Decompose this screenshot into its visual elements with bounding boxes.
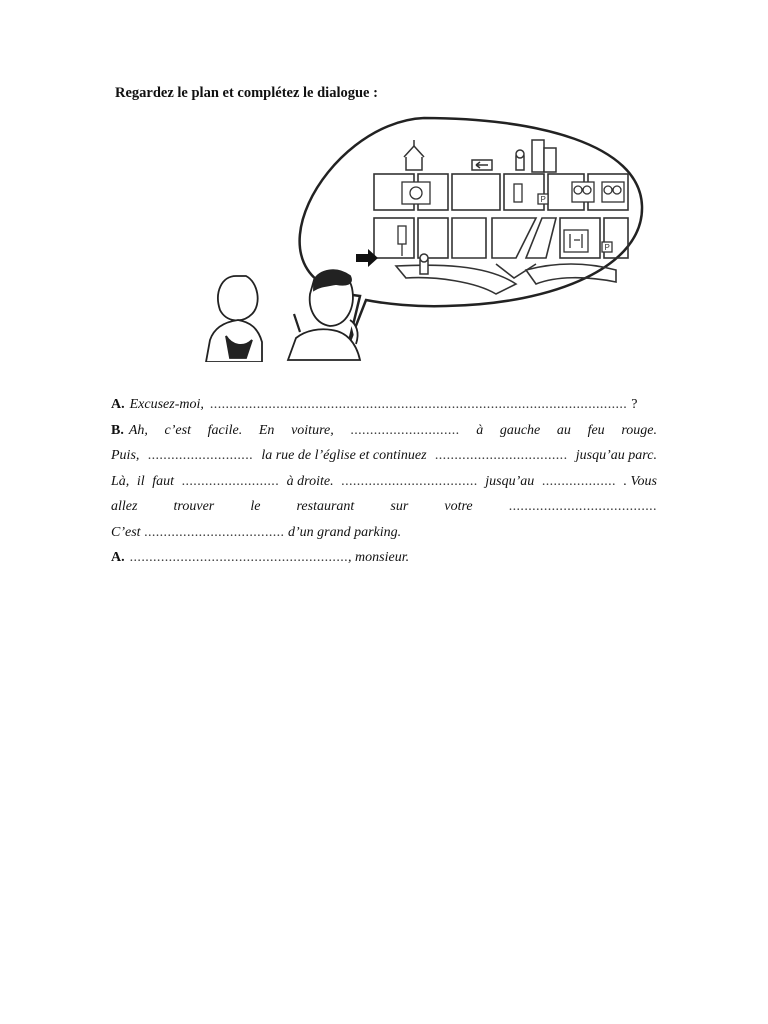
dialogue-word: Là, [111, 473, 130, 489]
speaker-b: B. [111, 422, 124, 438]
dialogue-line-4 [111, 469, 657, 495]
speaker-a: A. [111, 550, 125, 565]
question-mark: ? [631, 397, 638, 412]
dialogue-word: Ah, [128, 422, 148, 438]
soccer-field-icon [402, 182, 430, 204]
dialogue-line-2 [111, 418, 657, 444]
dialogue-word: à [476, 422, 484, 438]
dialogue-word: feu [587, 422, 605, 438]
dialogue-word: sur [390, 499, 409, 514]
dialogue-text: Puis, [111, 448, 140, 463]
dialogue-text: C’est [111, 524, 141, 540]
svg-text:P: P [540, 195, 546, 204]
dialogue-word: rouge. [621, 422, 657, 438]
answer-blank[interactable]: .................................. [434, 448, 568, 463]
svg-text:P: P [604, 243, 610, 252]
dialogue-word: voiture, [291, 422, 334, 438]
dialogue-word: il [136, 473, 145, 489]
dialogue-line-6 [111, 520, 657, 546]
dialogue-word: restaurant [296, 499, 355, 514]
answer-blank[interactable]: ......................... [181, 473, 280, 489]
map-illustration [196, 114, 652, 362]
dialogue-word: En [258, 422, 275, 438]
dialogue-word: allez [111, 499, 138, 514]
answer-blank[interactable]: ........................................................................................................... [209, 397, 628, 412]
restaurant-icon [564, 230, 588, 252]
arrow-sign-icon [472, 160, 492, 170]
speech-bubble [300, 118, 642, 346]
woman-figure [206, 276, 262, 362]
answer-blank[interactable]: ................................... [341, 473, 478, 489]
dialogue-line-5 [111, 494, 657, 520]
dialogue-line-7 [111, 545, 657, 571]
dialogue-text: d’un grand parking. [287, 524, 402, 540]
dialogue-word: faut [152, 473, 175, 489]
dialogue-word: le [250, 499, 261, 514]
dialogue-text: la rue de l’église et continuez [261, 448, 427, 463]
dialogue [111, 392, 657, 571]
dialogue-word: gauche [499, 422, 541, 438]
dialogue-text: à droite. [286, 473, 334, 489]
dialogue-line-1 [111, 392, 657, 418]
answer-blank[interactable]: .................................... [144, 524, 285, 540]
man-figure [288, 270, 360, 360]
dialogue-word: au [556, 422, 571, 438]
dialogue-word: trouver [173, 499, 215, 514]
answer-blank[interactable]: ...................................... [508, 499, 657, 514]
dialogue-word: votre [444, 499, 473, 514]
dialogue-text: . Vous [623, 473, 657, 489]
answer-blank[interactable]: ........................................................ [129, 550, 349, 565]
dialogue-text: jusqu’au parc. [575, 448, 657, 463]
dialogue-text: , monsieur. [348, 550, 410, 565]
answer-blank[interactable]: ................... [541, 473, 616, 489]
answer-blank[interactable]: ............................ [350, 422, 460, 438]
instruction-heading: Regardez le plan et complétez le dialogue : [115, 85, 378, 101]
speaker-a: A. [111, 397, 125, 412]
dialogue-word: jusqu’au [485, 473, 535, 489]
dialogue-word: c’est [164, 422, 191, 438]
dialogue-word: facile. [207, 422, 243, 438]
dialogue-text: Excusez-moi, [129, 397, 204, 412]
answer-blank[interactable]: ........................... [147, 448, 254, 463]
dialogue-line-3 [111, 443, 657, 469]
